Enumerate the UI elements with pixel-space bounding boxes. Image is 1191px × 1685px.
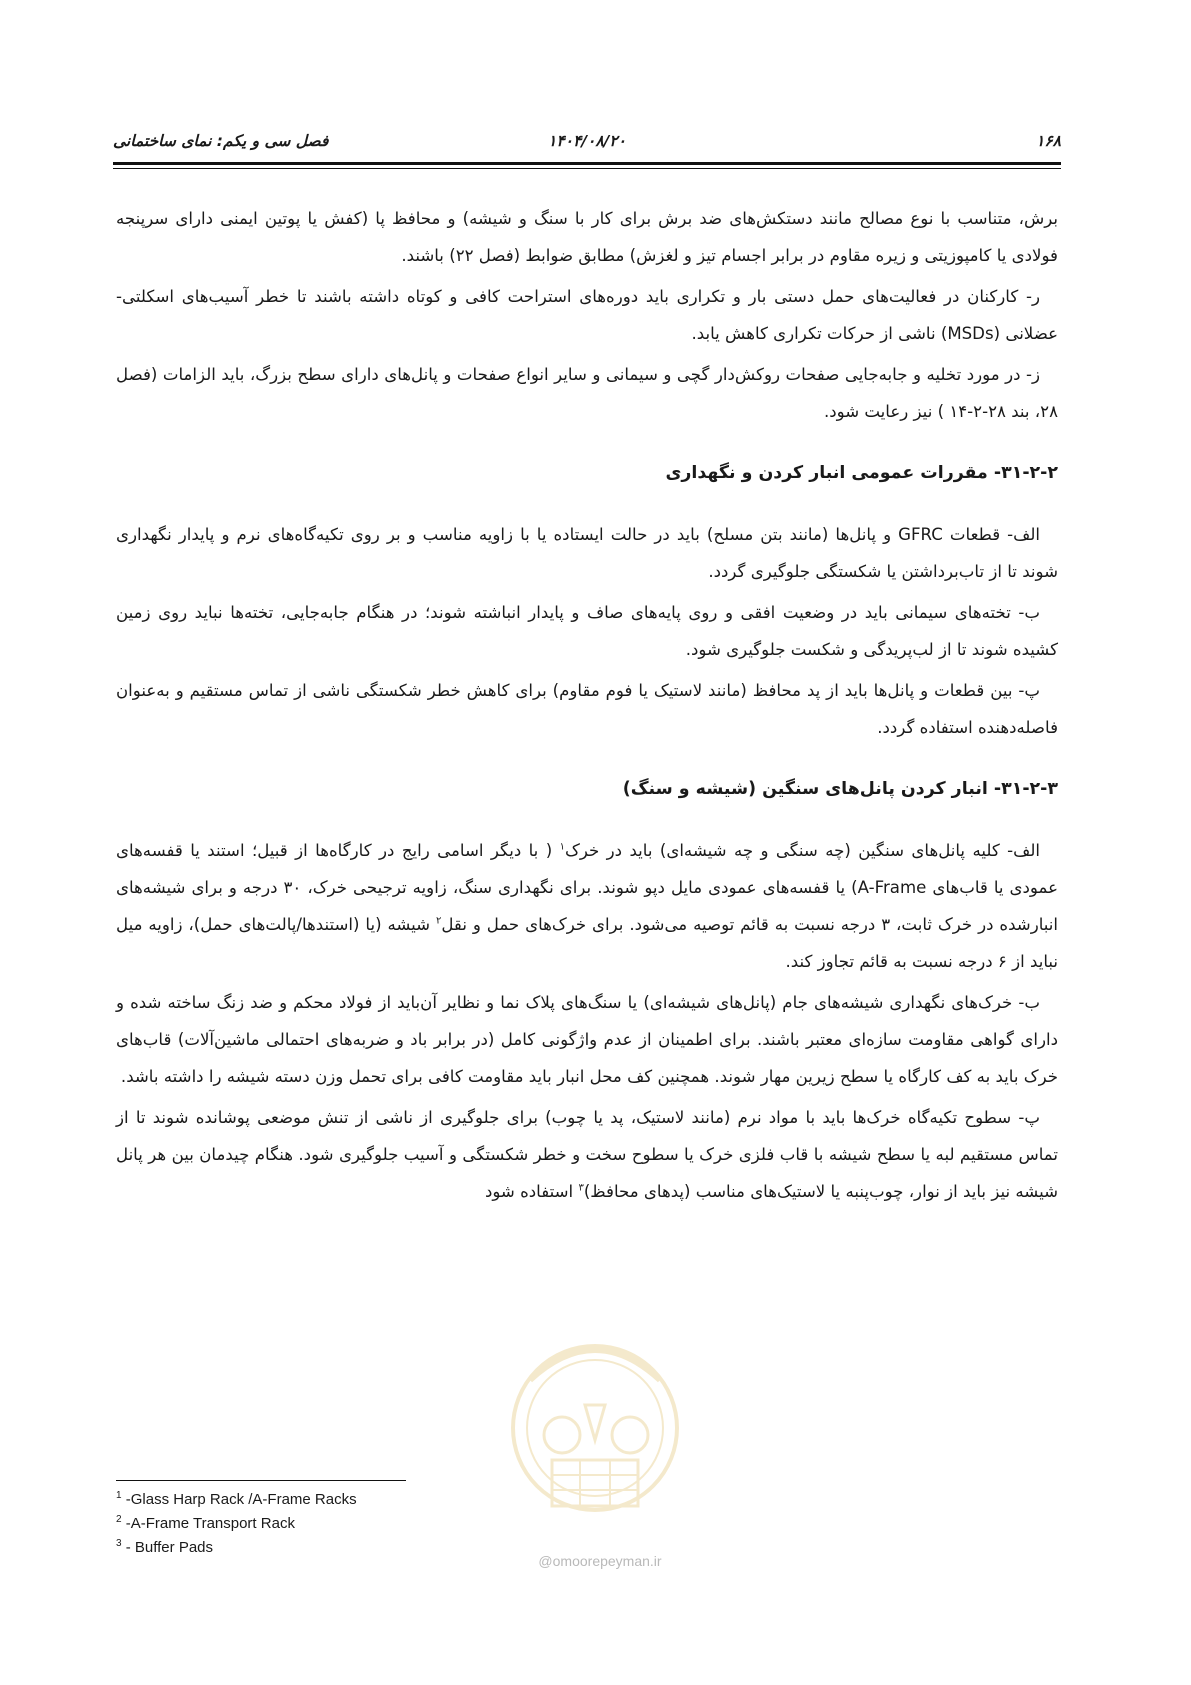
support-text-1: پ- سطوح تکیه‌گاه خرک‌ها باید با مواد نرم (مانند لاستیک، پد یا چوب) برای جلوگیری از ناشی از تنش موضعی پوشانده شوند تا از تماس مستقیم لبه یا سطح شیشه با قاب فلزی خرک یا سطوح سخت و خطر شکستگی و آسیب جلوگیری شود. هنگام چیدمان بین هر پانل شیشه نیز باید از نوار، چوب‌پنبه یا لاستیک‌های مناسب (پدهای محافظ): [116, 1108, 1058, 1201]
footnote-text: -Glass Harp Rack /A-Frame Racks: [125, 1491, 357, 1508]
document-body: [116, 200, 1058, 1214]
paragraph-ppe: برش، متناسب با نوع مصالح مانند دستکش‌های ضد برش برای کار با سنگ و شیشه) و محافظ پا (کفش یا پوتین ایمنی دارای سرپنجه فولادی یا کامپوزیتی و زیره مقاوم در برابر اجسام تیز و لغزش) مطابق ضوابط (فصل ۲۲) باشند.: [116, 209, 1058, 265]
paragraph-gfrc-storage: الف- قطعات GFRC و پانل‌ها (مانند بتن مسلح) باید در حالت ایستاده یا با زاویه مناسب و بر روی تکیه‌گاه‌های نرم و پایدار نگهداری شوند تا از تاب‌برداشتن یا شکستگی جلوگیری گردد.: [116, 525, 1058, 581]
footnote-number: 2: [116, 1514, 122, 1525]
footnote-text: -A-Frame Transport Rack: [125, 1515, 295, 1532]
paragraph-racks: [116, 832, 1058, 980]
watermark-logo-icon: [490, 1310, 700, 1560]
footnotes: [116, 1488, 357, 1560]
section-heading-general-storage: ۳۱-۲-۲- مقررات عمومی انبار کردن و نگهداری: [665, 463, 1058, 483]
footnote-1: [116, 1488, 357, 1512]
footnote-text: - Buffer Pads: [125, 1539, 214, 1556]
paragraph-protective-pads: پ- بین قطعات و پانل‌ها باید از پد محافظ (مانند لاستیک یا فوم مقاوم) برای کاهش خطر شکستگی ناشی از تماس مستقیم و به‌عنوان فاصله‌دهنده استفاده گردد.: [116, 681, 1058, 737]
paragraph-rest-periods: ر- کارکنان در فعالیت‌های حمل دستی بار و تکراری باید دوره‌های استراحت کافی و کوتاه داشته باشند تا خطر آسیب‌های اسکلتی-عضلانی (MSDs) ناشی از حرکات تکراری کاهش یابد.: [116, 287, 1058, 343]
page-header: [113, 128, 1061, 158]
footnote-number: 3: [116, 1538, 122, 1549]
footnote-3: [116, 1536, 357, 1560]
footnote-ref-1[interactable]: ۱: [559, 841, 565, 853]
paragraph-panel-handling: ز- در مورد تخلیه و جابه‌جایی صفحات روکش‌دار گچی و سیمانی و سایر انواع صفحات و پانل‌های دارای سطح بزرگ، باید الزامات (فصل ۲۸، بند ۲۸-۲-۱۴ ) نیز رعایت شود.: [116, 365, 1058, 421]
header-date: ۱۴۰۴/۰۸/۲۰: [548, 132, 626, 150]
paragraph-support-surfaces: [116, 1099, 1058, 1210]
paragraph-rack-material: ب- خرک‌های نگهداری شیشه‌های جام (پانل‌های شیشه‌ای) یا سنگ‌های پلاک نما و نظایر آن‌باید از فولاد محکم و ضد زنگ ساخته شده و دارای گواهی مقاومت سازه‌ای معتبر باشند. برای اطمینان از عدم واژگونی کامل (در برابر باد و ضربه‌های احتمالی ماشین‌آلات) قاب‌های خرک باید به کف کارگاه یا سطح زیرین مهار شوند. همچنین کف محل انبار باید مقاومت کافی برای تحمل وزن دسته شیشه را داشته باشد.: [116, 993, 1058, 1086]
racks-text-3: شیشه (یا (استندها/پالت‌های حمل)، زاویه میل نباید از ۶ درجه نسبت به قائم تجاوز کند.: [116, 915, 1058, 971]
header-rule-thin: [113, 168, 1061, 169]
watermark-text: @omoorepeyman.ir: [538, 1553, 662, 1569]
paragraph-cement-boards: ب- تخته‌های سیمانی باید در وضعیت افقی و روی پایه‌های صاف و پایدار انباشته شوند؛ در هنگام جابه‌جایی، تخته‌ها نباید روی زمین کشیده شوند تا از لب‌پریدگی و شکست جلوگیری شود.: [116, 603, 1058, 659]
racks-text-1: الف- کلیه پانل‌های سنگین (چه سنگی و چه شیشه‌ای) باید در خرک: [564, 841, 1040, 860]
footnote-2: [116, 1512, 357, 1536]
page-number: ۱۶۸: [1036, 132, 1061, 150]
footnote-ref-2[interactable]: ۲: [435, 915, 442, 927]
footnote-number: 1: [116, 1490, 122, 1501]
footnote-rule: [116, 1480, 406, 1481]
support-text-2: استفاده شود: [484, 1182, 574, 1201]
section-heading-heavy-panels: ۳۱-۲-۳- انبار کردن پانل‌های سنگین (شیشه و سنگ): [622, 779, 1058, 799]
header-rule-thick: [113, 162, 1061, 165]
racks-text-2: ( با دیگر اسامی رایج در کارگاه‌ها از قبیل؛ استند یا قفسه‌های عمودی یا قاب‌های A-Frame) یا قفسه‌های عمودی مایل دپو شوند. برای نگهداری سنگ، زاویه ترجیحی خرک، ۳۰ درجه و برای شیشه‌های انبارشده در خرک ثابت، ۳ درجه نسبت به قائم توصیه می‌شود. برای خرک‌های حمل و نقل: [116, 841, 1059, 934]
chapter-title: فصل سی و یکم: نمای ساختمانی: [113, 132, 329, 150]
footnote-ref-3[interactable]: ۳: [578, 1182, 584, 1194]
